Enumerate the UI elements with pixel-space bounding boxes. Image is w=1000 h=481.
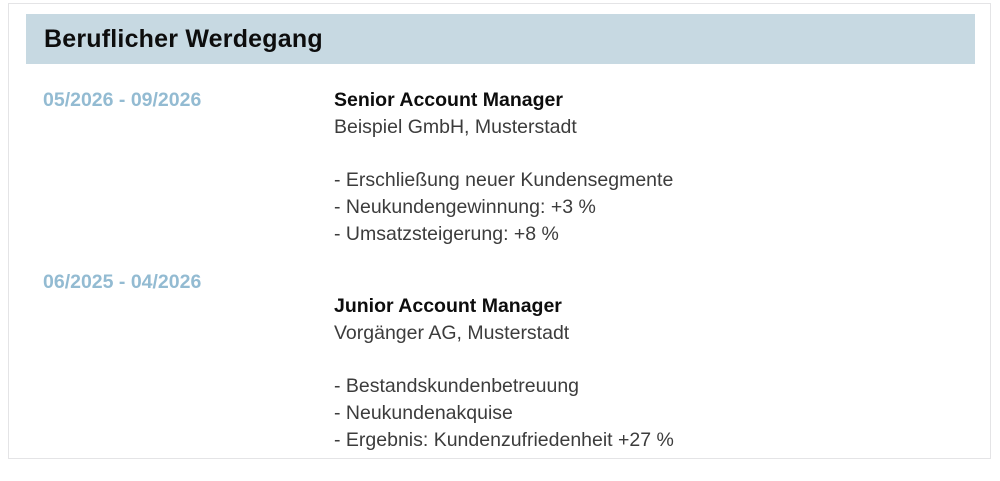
entry-2-company-location: Vorgänger AG, Musterstadt [334, 322, 570, 344]
achievement-item: - Bestandskundenbetreuung [334, 375, 580, 397]
entry-2-achievements [334, 373, 970, 454]
career-entry-2 [43, 269, 970, 454]
career-entry-1 [43, 87, 970, 248]
achievement-item: - Ergebnis: Kundenzufriedenheit +27 % [334, 429, 674, 451]
career-section-card [8, 3, 991, 459]
achievement-item: - Neukundengewinnung: +3 % [334, 196, 596, 218]
section-title: Beruflicher Werdegang [44, 24, 323, 53]
entry-1-job-title: Senior Account Manager [334, 89, 563, 111]
entry-2-date-range: 06/2025 - 04/2026 [43, 271, 202, 293]
entry-1-details [334, 87, 970, 248]
entry-2-details [334, 269, 970, 454]
entry-2-job-title: Junior Account Manager [334, 295, 562, 317]
career-entries [9, 64, 990, 454]
achievement-item: - Neukundenakquise [334, 402, 513, 424]
entry-1-date-range: 05/2026 - 09/2026 [43, 89, 202, 111]
section-header [26, 14, 975, 64]
entry-1-achievements [334, 167, 970, 248]
entry-1-company-location: Beispiel GmbH, Musterstadt [334, 116, 577, 138]
achievement-item: - Umsatzsteigerung: +8 % [334, 223, 559, 245]
achievement-item: - Erschließung neuer Kundensegmente [334, 169, 674, 191]
